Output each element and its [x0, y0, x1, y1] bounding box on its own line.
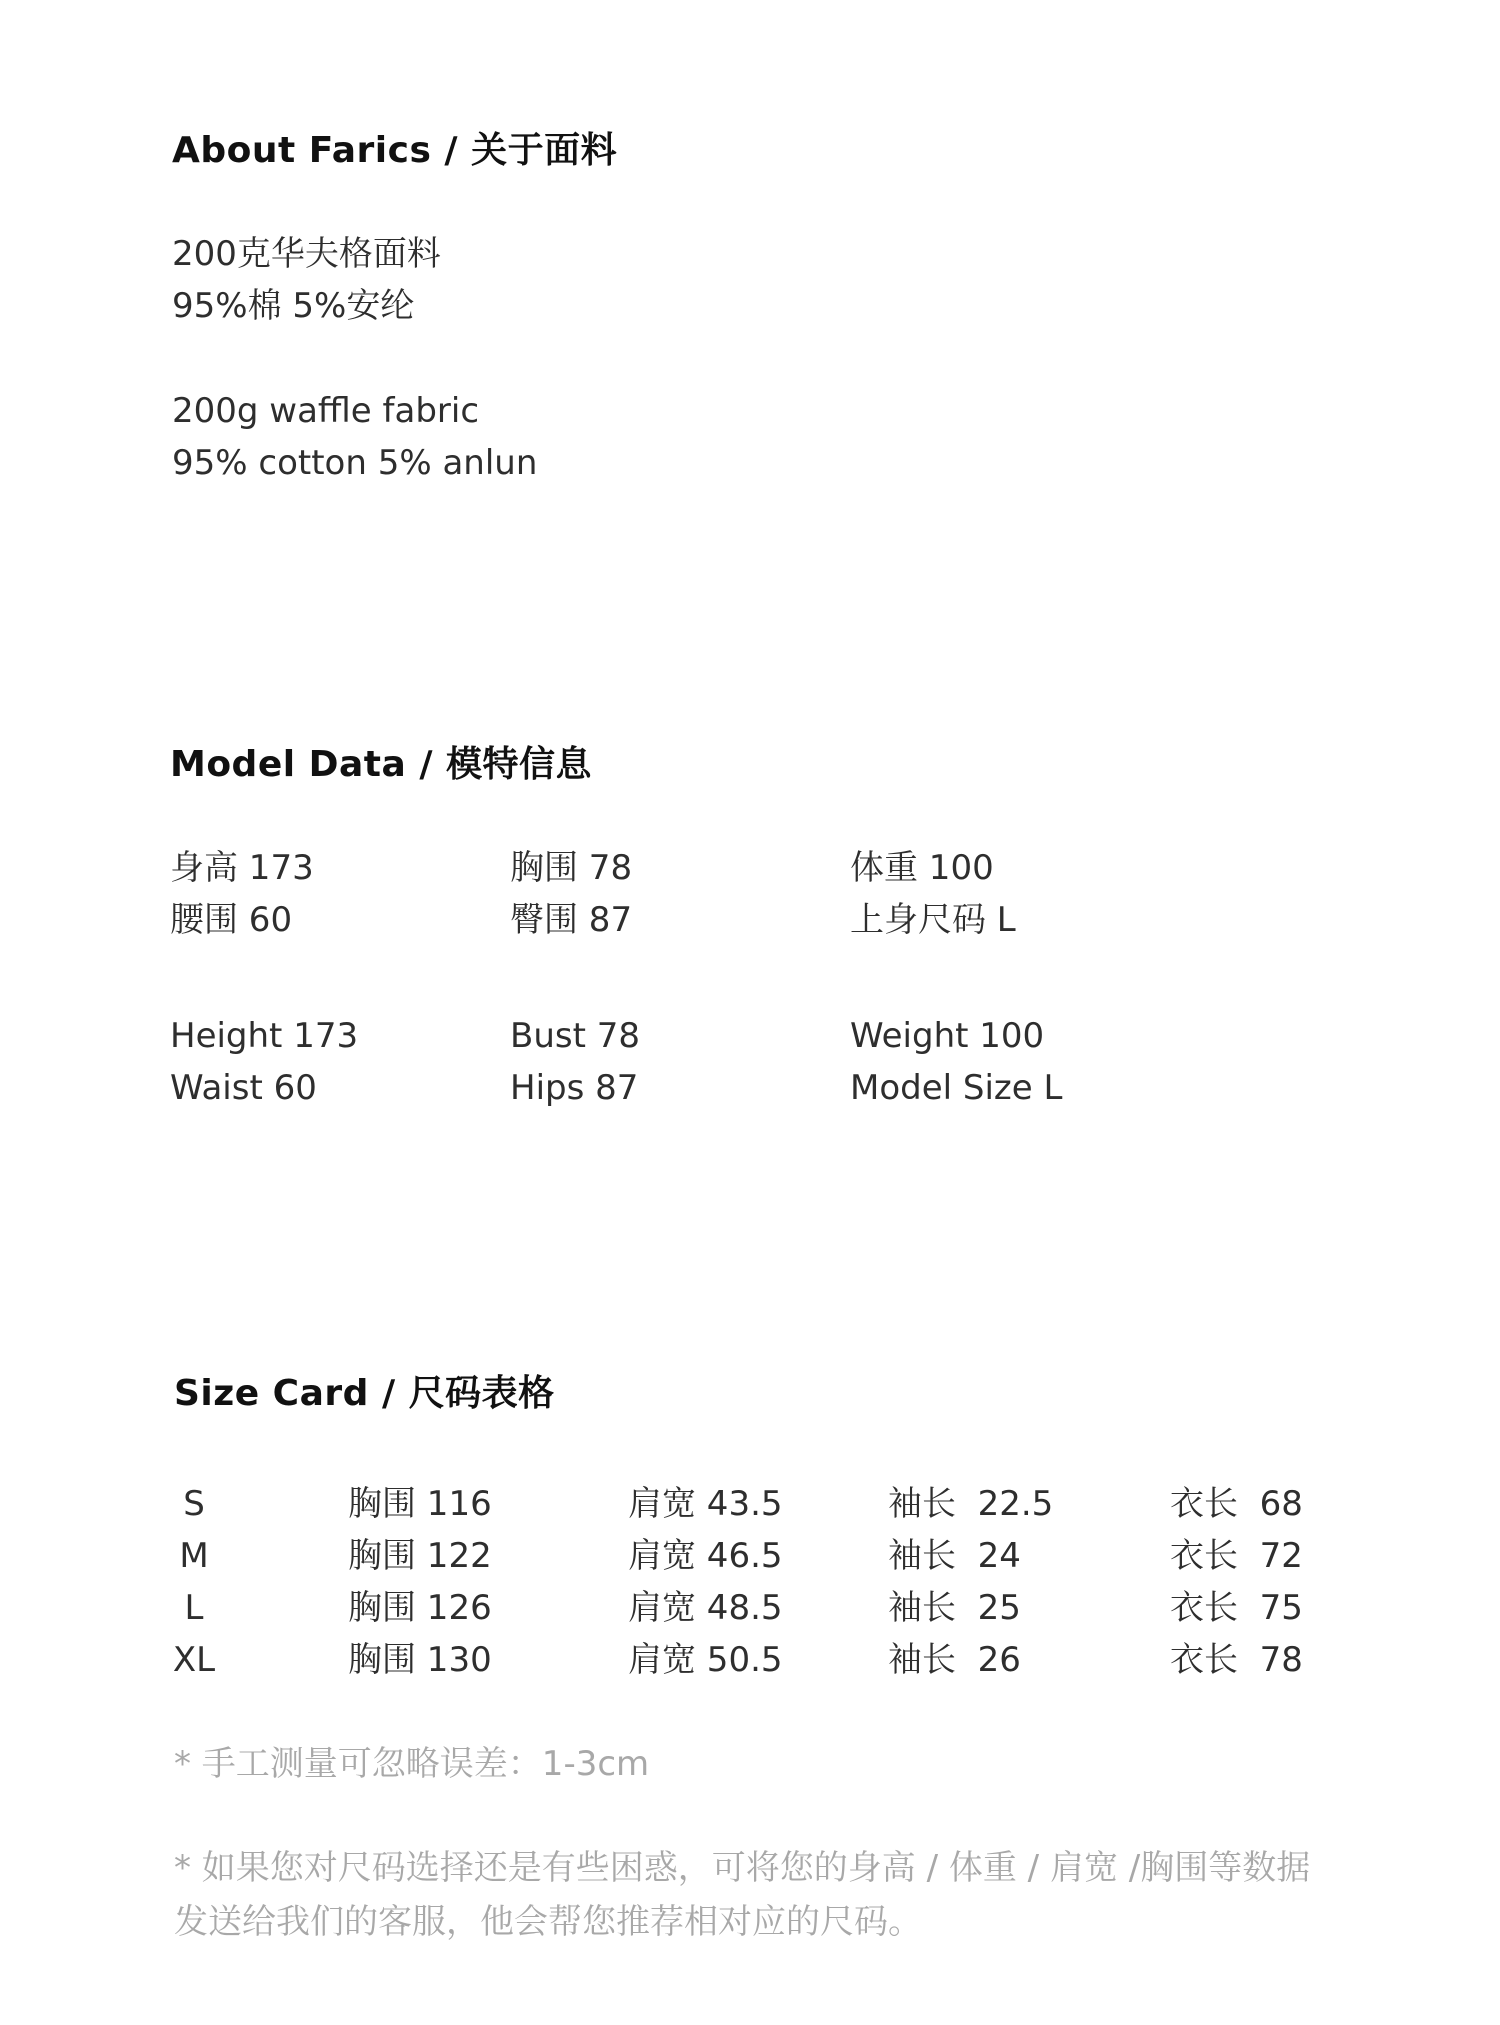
- size-table: [172, 1478, 1372, 1686]
- size-shoulder: 肩宽 46.5: [628, 1536, 783, 1576]
- model-weight-en: Weight 100: [850, 1016, 1045, 1056]
- size-sleeve: 袖长 26: [888, 1640, 1021, 1680]
- size-length: 衣长 78: [1170, 1640, 1303, 1680]
- model-bust-en: Bust 78: [510, 1016, 640, 1056]
- size-shoulder: 肩宽 43.5: [628, 1484, 783, 1524]
- size-chest: 胸围 116: [348, 1484, 492, 1524]
- size-sleeve: 袖长 24: [888, 1536, 1021, 1576]
- size-label: L: [184, 1588, 204, 1628]
- size-row-s: [172, 1478, 1372, 1530]
- size-row-xl: [172, 1634, 1372, 1686]
- model-en-grid: [170, 1010, 1170, 1114]
- model-cn-row: [170, 842, 1170, 894]
- fabric-heading: About Farics / 关于面料: [172, 130, 618, 171]
- model-waist-en: Waist 60: [170, 1068, 317, 1108]
- size-chest: 胸围 126: [348, 1588, 492, 1628]
- fabric-en-composition: 95% cotton 5% anlun: [172, 443, 538, 483]
- size-shoulder: 肩宽 50.5: [628, 1640, 783, 1680]
- fabric-cn-composition: 95%棉 5%安纶: [172, 286, 415, 326]
- model-size-cn: 上身尺码 L: [850, 900, 1016, 940]
- model-height-en: Height 173: [170, 1016, 359, 1056]
- size-length: 衣长 72: [1170, 1536, 1303, 1576]
- size-help-note: [174, 1841, 1344, 1949]
- fabric-cn-block: [172, 228, 441, 332]
- model-en-row: [170, 1010, 1170, 1062]
- model-en-row: [170, 1062, 1170, 1114]
- size-chest: 胸围 122: [348, 1536, 492, 1576]
- fabric-en-block: [172, 385, 537, 489]
- size-label: XL: [172, 1640, 216, 1680]
- model-cn-row: [170, 894, 1170, 946]
- size-card-heading: Size Card / 尺码表格: [174, 1373, 555, 1414]
- size-row-l: [172, 1582, 1372, 1634]
- size-sleeve: 袖长 22.5: [888, 1484, 1054, 1524]
- measurement-note: [174, 1737, 1344, 1791]
- model-waist-cn: 腰围 60: [170, 900, 293, 940]
- size-advice-note: * 如果您对尺码选择还是有些困惑，可将您的身高 / 体重 / 肩宽 /胸围等数据发送给我们的客服，他会帮您推荐相对应的尺码。: [174, 1848, 1311, 1942]
- size-chest: 胸围 130: [348, 1640, 492, 1680]
- model-bust-cn: 胸围 78: [510, 848, 633, 888]
- fabric-section: [172, 122, 617, 173]
- size-shoulder: 肩宽 48.5: [628, 1588, 783, 1628]
- size-label: M: [179, 1536, 209, 1576]
- size-card-section: [174, 1365, 555, 1416]
- model-hips-cn: 臀围 87: [510, 900, 633, 940]
- model-size-en: Model Size L: [850, 1068, 1063, 1108]
- model-weight-cn: 体重 100: [850, 848, 994, 888]
- measurement-tolerance-note: * 手工测量可忽略误差：1-3cm: [174, 1744, 650, 1784]
- size-row-m: [172, 1530, 1372, 1582]
- size-length: 衣长 75: [1170, 1588, 1303, 1628]
- model-hips-en: Hips 87: [510, 1068, 639, 1108]
- fabric-en-weight: 200g waffle fabric: [172, 391, 480, 431]
- model-cn-grid: [170, 842, 1170, 946]
- fabric-cn-weight: 200克华夫格面料: [172, 234, 441, 274]
- model-section: [170, 736, 592, 787]
- size-label: S: [183, 1484, 205, 1524]
- size-sleeve: 袖长 25: [888, 1588, 1021, 1628]
- size-length: 衣长 68: [1170, 1484, 1303, 1524]
- model-height-cn: 身高 173: [170, 848, 314, 888]
- model-heading: Model Data / 模特信息: [170, 744, 593, 785]
